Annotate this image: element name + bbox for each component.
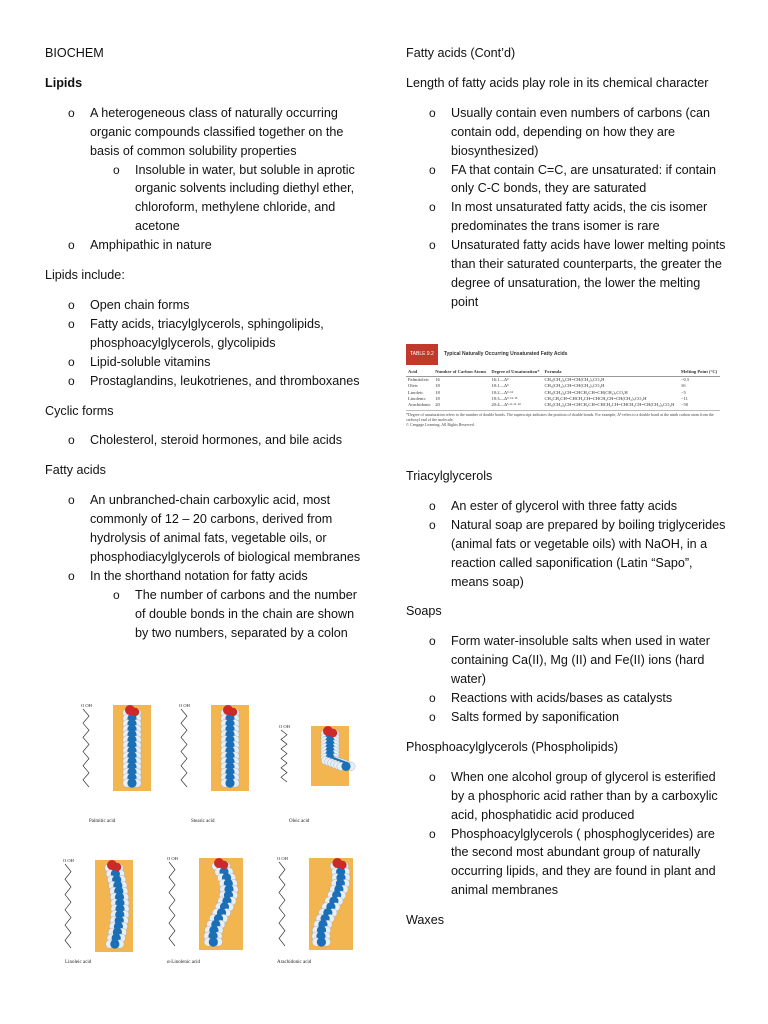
fatty-acids-heading: Fatty acids (45, 463, 106, 478)
table-cell: Oleic (408, 383, 418, 389)
doc-header: BIOCHEM (45, 46, 104, 60)
lipids-sublist (45, 161, 367, 237)
table-cell: −0.5 (680, 377, 690, 383)
skeletal-chain (181, 709, 187, 787)
table-cell: CH₃(CH₂)₇CH=CH(CH₂)₇CO₂H (544, 383, 605, 389)
carbon-atom (341, 762, 350, 771)
table-caption: Typical Naturally Occurring Unsaturated Fatty Acids (443, 351, 568, 357)
waxes-heading: Waxes (406, 913, 445, 928)
lipids-heading: Lipids (45, 75, 83, 90)
list-item: o Usually contain even numbers of carbons (can contain odd, depending on how they are biosynthesized) (406, 104, 728, 161)
table-cell: Linolenic (408, 395, 426, 401)
list-item: o Reactions with acids/bases as catalysts (406, 689, 728, 708)
phospholipids-heading: Phosphoacylglycerols (Phospholipids) (406, 739, 619, 754)
fatty-acids-list (45, 491, 367, 586)
table-cell: −11 (680, 395, 688, 401)
table-cell: Arachidonic (408, 401, 431, 407)
phospholipids-list (406, 768, 728, 900)
list-item: o Fatty acids, triacylglycerols, sphingolipids, phosphoacylglycerols, glycolipids (45, 315, 367, 353)
table-cell: CH₃(CH₂)₄CH=CHCH₂CH=CH(CH₂)₇CO₂H (544, 389, 628, 395)
triacylglycerols-list (406, 497, 728, 592)
oxygen-atom (329, 729, 337, 737)
soaps-heading: Soaps (406, 604, 442, 619)
cyclic-list (45, 431, 367, 450)
carboxyl-label: O OH (179, 703, 190, 708)
left-column (45, 44, 367, 642)
oxygen-atom (113, 863, 121, 871)
list-item: o The number of carbons and the number of double bonds in the chain are shown by two numbers, separated by a colon (90, 586, 367, 643)
table-cell: 18 (435, 383, 440, 389)
fatty-acid-table (406, 368, 720, 408)
right-column (406, 44, 728, 323)
molecule-label: Oleic acid (289, 819, 310, 824)
table-header-row (406, 368, 720, 377)
lipids-list (45, 104, 367, 161)
fatty-acid-models-figure (45, 700, 366, 965)
table-credit: © Cengage Learning. All Rights Reserved. (406, 422, 475, 428)
table-tag: TABLE 9.2 (406, 344, 438, 365)
unsaturated-fatty-acids-table-figure (406, 344, 720, 428)
table-cell: 16 (680, 383, 686, 389)
list-item: o In most unsaturated fatty acids, the cis isomer predominates the trans isomer is rare (406, 198, 728, 236)
fatty-acids-sublist (45, 586, 367, 643)
skeletal-chain (169, 862, 175, 946)
carbon-atom (110, 939, 119, 948)
skeletal-chain (279, 862, 285, 946)
list-item: o When one alcohol group of glycerol is esterified by a phosphoric acid rather than by a carboxylic acid, phosphatidic acid produced (406, 768, 728, 825)
table-row (406, 377, 720, 384)
molecule-label: Arachidonic acid (277, 960, 312, 965)
molecule-label: Linoleic acid (65, 960, 92, 965)
carboxyl-label: O OH (277, 856, 288, 861)
list-item: o Natural soap are prepared by boiling triglycerides (animal fats or vegetable oils) with NaOH, in a reaction called saponification (Latin “Sapo”, means soap) (406, 516, 728, 592)
column-header: Acid (406, 368, 433, 377)
table-cell: 18:3—Δ⁹·¹²·¹⁵ (491, 395, 518, 401)
list-item: o Open chain forms (45, 296, 367, 315)
length-list (406, 104, 728, 312)
list-item: o In the shorthand notation for fatty acids (45, 567, 367, 586)
table-cell: CH₃CH₂CH=CHCH₂CH=CHCH₂CH=CH(CH₂)₇CO₂H (544, 395, 647, 401)
carboxyl-label: O OH (167, 856, 178, 861)
list-item: o Lipid-soluble vitamins (45, 353, 367, 372)
carboxyl-label: O OH (63, 858, 74, 863)
list-item: o Salts formed by saponification (406, 708, 728, 727)
table-footnote-text: *Degree of unsaturation refers to the number of double bonds. The superscript indicates the position of double bonds. For example, Δ⁹ refers to a double bond at the ninth carbon atom from the carboxyl end of the molecule. (406, 412, 714, 423)
carboxyl-label: O OH (279, 724, 290, 729)
table-cell: 18:2—Δ⁹·¹² (491, 389, 513, 395)
column-header: Formula (542, 368, 678, 377)
list-item: o Prostaglandins, leukotrienes, and thromboxanes (45, 372, 367, 391)
table-cell: 16:1—Δ⁹ (491, 377, 509, 383)
triacylglycerols-heading: Triacylglycerols (406, 469, 493, 483)
list-item: o Unsaturated fatty acids have lower melting points than their saturated counterparts, the greater the degree of unsaturation, the lower the melting point (406, 236, 728, 312)
column-header: Number of Carbon Atoms (433, 368, 489, 377)
lipids-list-2 (45, 236, 367, 255)
table-title (406, 344, 720, 365)
table-cell: 20:4—Δ⁵·⁸·¹¹·¹⁴ (491, 401, 521, 407)
carbon-atom (317, 937, 326, 946)
list-item: o Form water-insoluble salts when used in water containing Ca(II), Mg (II) and Fe(II) ions (hard water) (406, 632, 728, 689)
list-item: o A heterogeneous class of naturally occurring organic compounds classified together on the basis of common solubility properties (45, 104, 367, 161)
molecule-label: Stearic acid (191, 819, 215, 824)
skeletal-chain (83, 709, 89, 787)
table-cell: CH₃(CH₂)₅CH=CH(CH₂)₇CO₂H (544, 377, 605, 383)
oxygen-atom (131, 708, 139, 716)
molecule-label: Palmitic acid (89, 819, 116, 824)
list-item: o An ester of glycerol with three fatty acids (406, 497, 728, 516)
table-cell: 18:1—Δ⁹ (491, 383, 509, 389)
table-cell: 18 (435, 395, 440, 401)
table-cell: CH₃(CH₂)₄CH=CHCH₂CH=CHCH₂CH=CHCH₂CH=CH(CH₂)₃CO₂H (544, 401, 675, 407)
list-item: o An unbranched-chain carboxylic acid, most commonly of 12 – 20 carbons, derived from hydrolysis of animal fats, vegetable oils, or phosphodiacylglycerols of biological membranes (45, 491, 367, 567)
right-column-lower (406, 467, 728, 941)
table-footnote (406, 410, 720, 427)
soaps-list (406, 632, 728, 727)
length-paragraph: Length of fatty acids play role in its chemical character (406, 75, 709, 90)
carboxyl-label: O OH (81, 703, 92, 708)
list-item: o Insoluble in water, but soluble in aprotic organic solvents including diethyl ether, chloroform, methylene chloride, and acetone (90, 161, 367, 237)
column-header: Degree of Unsaturation* (489, 368, 542, 377)
skeletal-chain (281, 730, 287, 782)
list-item: o FA that contain C=C, are unsaturated: if contain only C-C bonds, they are saturated (406, 161, 728, 199)
list-item: o Phosphoacylglycerols ( phosphoglycerides) are the second most abundant group of naturally occurring lipids, and they are found in plant and animal membranes (406, 825, 728, 901)
oxygen-atom (220, 861, 228, 869)
table-cell: −5 (680, 389, 686, 395)
molecule-label: α-Linolenic acid (167, 960, 201, 965)
carbon-atom (127, 778, 136, 787)
table-cell: 20 (435, 401, 440, 407)
list-item: o Amphipathic in nature (45, 236, 367, 255)
fatty-acid-models-svg (45, 700, 366, 965)
oxygen-atom (338, 861, 346, 869)
table-cell: Linoleic (408, 389, 424, 395)
table-cell: 18 (435, 389, 440, 395)
table-row (406, 402, 720, 408)
skeletal-chain (65, 864, 71, 948)
include-heading: Lipids include: (45, 268, 125, 283)
carbon-atom (209, 937, 218, 946)
fatty-acids-cont-heading: Fatty acids (Cont’d) (406, 46, 516, 60)
list-item: o Cholesterol, steroid hormones, and bile acids (45, 431, 367, 450)
table-cell: −50 (680, 401, 689, 407)
table-cell: 16 (435, 377, 440, 383)
oxygen-atom (229, 708, 237, 716)
cyclic-heading: Cyclic forms (45, 403, 114, 418)
carbon-atom (225, 778, 234, 787)
table-cell: Palmitoleic (408, 377, 429, 383)
column-header: Melting Point (°C) (679, 368, 720, 377)
include-list (45, 296, 367, 391)
